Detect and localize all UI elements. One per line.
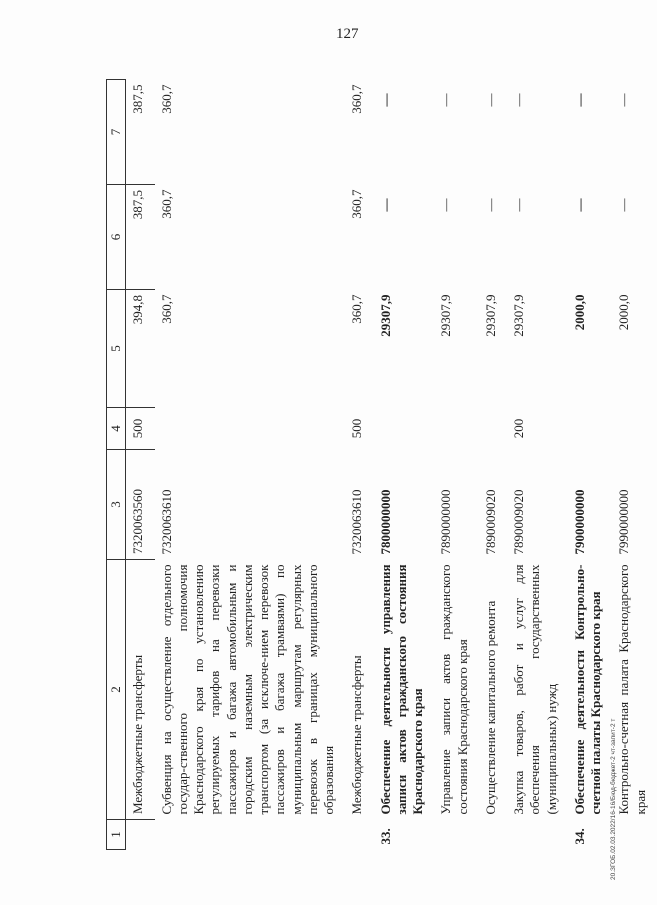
row-value-2: —: [377, 198, 393, 212]
row-code: 7900000000: [571, 489, 587, 555]
row-value-3: —: [511, 93, 526, 107]
row-code: 7320063610: [349, 489, 365, 555]
header-cell: 6: [107, 185, 126, 290]
row-number: [155, 820, 346, 850]
row-value-1: 394,8: [126, 290, 155, 408]
row-value-3: 360,7: [349, 84, 365, 114]
page-number: 127: [336, 26, 359, 42]
row-number: [345, 820, 373, 850]
row-value-2: 387,5: [126, 185, 155, 290]
row-value-1: 360,7: [158, 294, 174, 324]
row-type: 500: [349, 418, 365, 439]
row-value-1: 2000,0: [571, 294, 587, 331]
row-value-1: 29307,9: [511, 294, 526, 337]
row-value-2: —: [571, 198, 587, 212]
row-value-3: —: [571, 93, 587, 107]
table-row: [155, 80, 346, 850]
header-row: [107, 80, 126, 850]
row-value-1: 29307,9: [438, 294, 454, 337]
header-cell: 5: [107, 290, 126, 408]
row-value-3: —: [438, 93, 454, 107]
row-value-2: —: [511, 198, 526, 212]
row-name: Субвенция на осуществление отдельного государ-ственного полномочия Краснодарского края по установлению регулируемых тарифов на перевозки пассажиров и багажа автомобильным и городским наземным электрическим транспортом (за исключе-нием перевозок пассажиров и багажа трамваями) по муниципальным маршрутам регулярных перевозок в границах муниципального образования: [158, 564, 336, 815]
row-type: [479, 408, 507, 450]
row-value-1: 29307,9: [482, 294, 498, 337]
header-cell: 1: [107, 820, 126, 850]
row-name: Закупка товаров, работ и услуг для обеспечения государственных (муниципальных) нужд: [511, 564, 559, 815]
row-name: Обеспечение деятельности управления записи актов гражданского состояния Краснодарского края: [377, 564, 425, 815]
row-name: Управление записи актов гражданского состояния Краснодарского края: [438, 564, 470, 815]
row-type: 500: [126, 408, 155, 450]
row-type: [155, 408, 346, 450]
row-name: Осуществление капитального ремонта: [482, 600, 498, 815]
table-row: [374, 80, 435, 850]
row-number: 34.: [571, 828, 587, 845]
row-name: Контрольно-счетная палата Краснодарского края: [616, 564, 648, 815]
row-code: 7890000000: [438, 489, 454, 555]
row-name: Обеспечение деятельности Контрольно-счетной палаты Краснодарского края: [571, 564, 603, 815]
table-row: [507, 80, 568, 850]
header-cell: 7: [107, 80, 126, 185]
header-cell: 3: [107, 450, 126, 560]
row-code: 7990000000: [616, 489, 632, 555]
row-code: 7320063560: [126, 450, 155, 560]
row-type: [568, 408, 613, 450]
header-cell: 4: [107, 408, 126, 450]
row-code: 7890009020: [511, 489, 526, 555]
row-value-3: 360,7: [158, 84, 174, 114]
table-row: [345, 80, 373, 850]
row-code: 7320063610: [158, 489, 174, 555]
row-number: [612, 820, 657, 850]
row-number: [479, 820, 507, 850]
row-type: [374, 408, 435, 450]
header-cell: 2: [107, 560, 126, 820]
row-type: [612, 408, 657, 450]
row-value-1: 29307,9: [377, 294, 393, 337]
row-value-2: —: [616, 198, 632, 212]
row-number: 33.: [377, 828, 393, 845]
row-code: 7890009020: [482, 489, 498, 555]
table-row: [612, 80, 657, 850]
row-value-2: —: [438, 198, 454, 212]
budget-table: [106, 79, 657, 850]
row-type: 200: [511, 418, 526, 439]
row-code: 7800000000: [377, 489, 393, 555]
row-value-3: 387,5: [126, 80, 155, 185]
row-number: [507, 820, 568, 850]
row-number: [126, 820, 155, 850]
row-value-2: 360,7: [349, 189, 365, 219]
table-row: [434, 80, 479, 850]
row-name: Межбюджетные трансферты: [126, 560, 155, 820]
row-value-3: —: [482, 93, 498, 107]
table-row: [479, 80, 507, 850]
row-value-1: 2000,0: [616, 294, 632, 331]
row-name: Межбюджетные трансферты: [349, 655, 365, 815]
row-value-2: 360,7: [158, 189, 174, 219]
row-value-3: —: [377, 93, 393, 107]
table-row: [126, 80, 155, 850]
row-value-2: —: [482, 198, 498, 212]
table-row: [568, 80, 613, 850]
row-number: [434, 820, 479, 850]
row-type: [434, 408, 479, 450]
row-value-1: 360,7: [349, 294, 365, 324]
row-value-3: —: [616, 93, 632, 107]
side-note: 20.ЗГОБ.02.03.2022/16-16/Бюд-бюджет-2 чт-запит-2 т: [610, 718, 617, 880]
